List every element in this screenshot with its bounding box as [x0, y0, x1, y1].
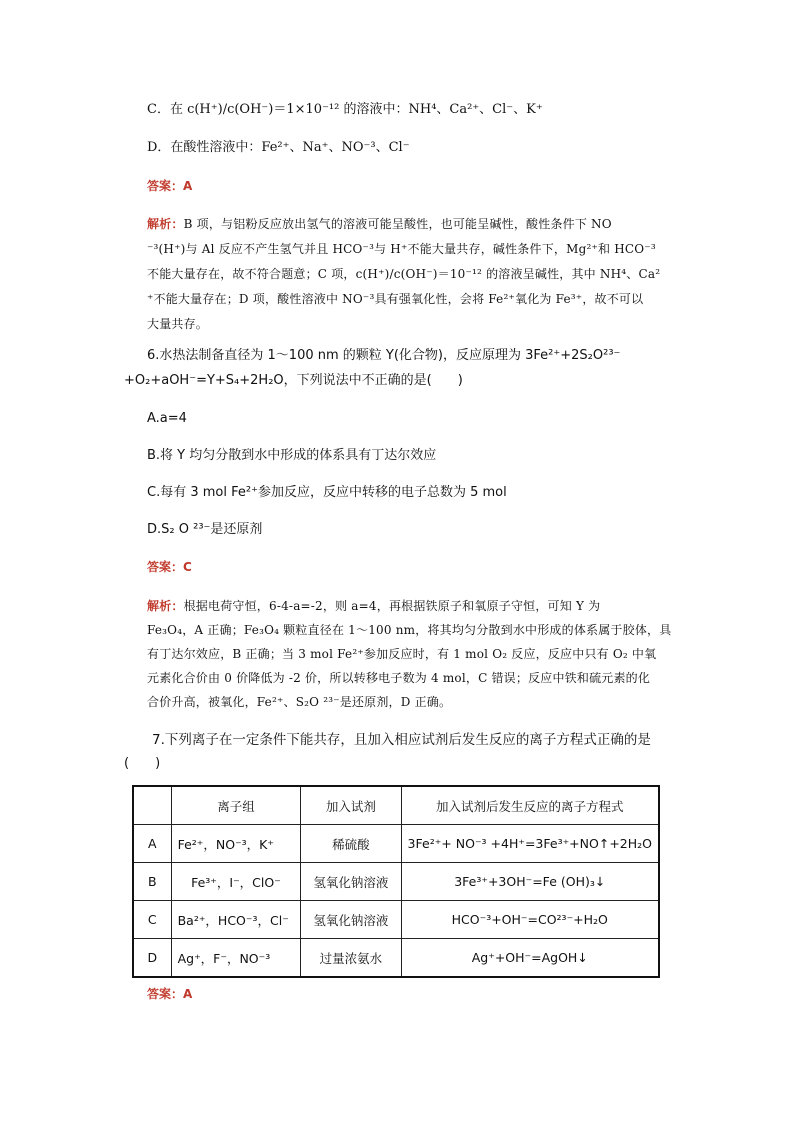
table-header-cell: 加入试剂: [301, 786, 401, 825]
answer-label: 答案：: [147, 179, 184, 193]
table-row: [133, 863, 659, 901]
answer-label: 答案：: [147, 987, 184, 1001]
table-cell: C: [133, 901, 171, 939]
q7-answer: [147, 984, 192, 1004]
answer-label: 答案：: [147, 560, 184, 574]
table-cell: 3Fe³⁺+3OH⁻=Fe (OH)₃↓: [401, 863, 659, 901]
q5-explanation-line-4: ⁺不能大量存在；D 项，酸性溶液中 NO⁻³具有强氧化性，会将 Fe²⁺氧化为 Fe³⁺，故不可以: [147, 292, 644, 306]
q6-option-d: D.S₂ O ²³⁻是还原剂: [147, 522, 263, 537]
answer-value: C: [183, 560, 192, 574]
table-cell: 氢氧化钠溶液: [301, 863, 401, 901]
table-header-cell: [133, 786, 171, 825]
q7-stem-line-1: 7.下列离子在一定条件下能共存，且加入相应试剂后发生反应的离子方程式正确的是: [152, 732, 651, 748]
q6-answer: [147, 557, 192, 577]
table-row: [133, 825, 659, 863]
q7-ion-table: [132, 785, 660, 978]
table-cell: Ba²⁺，HCO⁻³，Cl⁻: [171, 901, 301, 939]
q6-explanation-line-5: 合价升高，被氧化，Fe²⁺、S₂O ²³⁻是还原剂，D 正确。: [147, 695, 452, 709]
table-cell: 稀硫酸: [301, 825, 401, 863]
q5-answer: [147, 176, 192, 196]
table-cell: Ag⁺，F⁻，NO⁻³: [171, 939, 301, 978]
q5-explanation-line-2: ⁻³(H⁺)与 Al 反应不产生氢气并且 HCO⁻³与 H⁺不能大量共存，碱性条件下，Mg²⁺和 HCO⁻³: [147, 242, 656, 256]
q6-stem-line-2: +O₂+aOH⁻=Y+S₄+2H₂O，下列说法中不正确的是( ): [124, 373, 463, 388]
table-cell: A: [133, 825, 171, 863]
q7-stem-line-2: ( ): [124, 756, 161, 771]
q6-stem-line-1: 6.水热法制备直径为 1～100 nm 的颗粒 Y(化合物)，反应原理为 3Fe²⁺+2S₂O²³⁻: [147, 348, 621, 363]
answer-value: A: [183, 179, 193, 193]
table-cell: 3Fe²⁺+ NO⁻³ +4H⁺=3Fe³⁺+NO↑+2H₂O: [401, 825, 659, 863]
table-header-cell: 加入试剂后发生反应的离子方程式: [401, 786, 659, 825]
q6-option-b: B.将 Y 均匀分散到水中形成的体系具有丁达尔效应: [147, 448, 437, 463]
table-cell: Ag⁺+OH⁻=AgOH↓: [401, 939, 659, 978]
answer-value: A: [183, 987, 193, 1001]
q6-option-a: A.a=4: [147, 411, 187, 426]
q5-option-c: C．在 c(H⁺)/c(OH⁻)＝1×10⁻¹² 的溶液中：NH⁴、Ca²⁺、Cl⁻、K⁺: [147, 102, 543, 117]
table-cell: B: [133, 863, 171, 901]
table-row: [133, 901, 659, 939]
table-header-cell: 离子组: [171, 786, 301, 825]
explanation-label: 解析：: [147, 599, 184, 613]
table-cell: D: [133, 939, 171, 978]
q6-explanation-line-1: 解析：根据电荷守恒，6-4-a=-2，则 a=4，再根据铁原子和氧原子守恒，可知 Y 为: [147, 599, 601, 613]
explanation-label: 解析：: [147, 217, 184, 231]
table-cell: Fe³⁺，I⁻，ClO⁻: [171, 863, 301, 901]
q5-option-d: D．在酸性溶液中：Fe²⁺、Na⁺、NO⁻³、Cl⁻: [147, 140, 410, 155]
table-cell: HCO⁻³+OH⁻=CO²³⁻+H₂O: [401, 901, 659, 939]
table-cell: Fe²⁺，NO⁻³，K⁺: [171, 825, 301, 863]
q5-explanation-line-1: 解析：B 项，与铝粉反应放出氢气的溶液可能呈酸性，也可能呈碱性，酸性条件下 NO: [147, 217, 612, 231]
q5-explanation-line-5: 大量共存。: [147, 317, 209, 331]
table-row: [133, 939, 659, 978]
q6-explanation-line-2: Fe₃O₄，A 正确；Fe₃O₄ 颗粒直径在 1～100 nm，将其均匀分散到水中形成的体系属于胶体，具: [147, 623, 672, 637]
table-cell: 过量浓氨水: [301, 939, 401, 978]
table-cell: 氢氧化钠溶液: [301, 901, 401, 939]
table-header-row: [133, 786, 659, 825]
q6-explanation-line-4: 元素化合价由 0 价降低为 -2 价，所以转移电子数为 4 mol，C 错误；反应中铁和硫元素的化: [147, 671, 651, 685]
q6-option-c: C.每有 3 mol Fe²⁺参加反应，反应中转移的电子总数为 5 mol: [147, 485, 507, 500]
q6-explanation-line-3: 有丁达尔效应，B 正确；当 3 mol Fe²⁺参加反应时，有 1 mol O₂ 反应，反应中只有 O₂ 中氧: [147, 647, 657, 661]
q5-explanation-line-3: 不能大量存在，故不符合题意；C 项，c(H⁺)/c(OH⁻)＝10⁻¹² 的溶液呈碱性，其中 NH⁴、Ca²: [147, 267, 661, 281]
